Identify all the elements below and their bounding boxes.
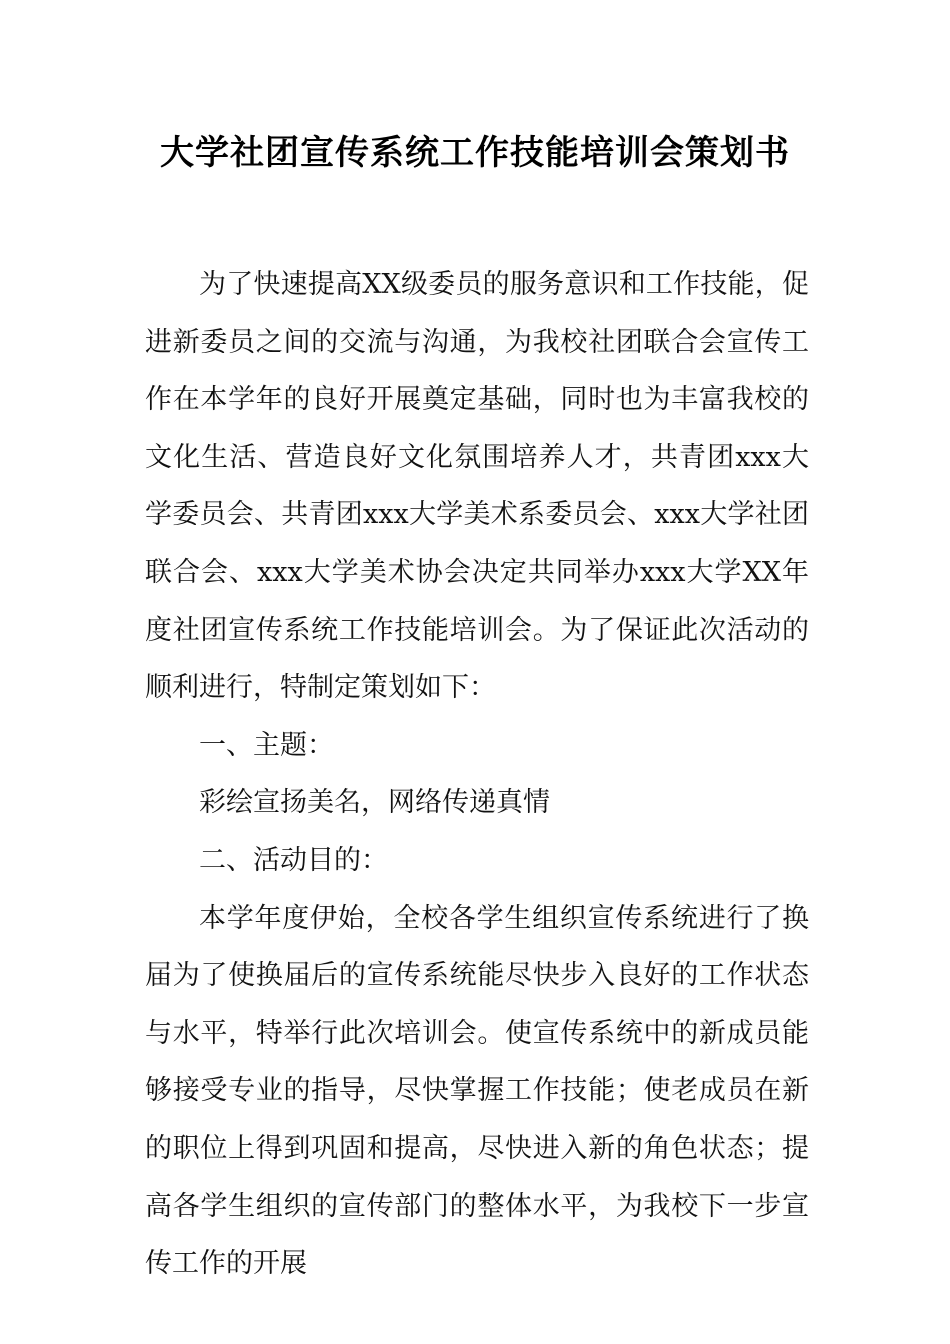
section-heading-purpose: 二、活动目的： [199, 844, 388, 876]
intro-paragraph: 为了快速提高XX级委员的服务意识和工作技能，促进新委员之间的交流与沟通，为我校社团联合会宣传工作在本学年的良好开展奠定基础，同时也为丰富我校的文化生活、营造良好文化氛围培养人才，共青团xxx大学委员会、共青团xxx大学美术系委员会、xxx大学社团联合会、xxx大学美术协会决定共同举办xxx大学XX年度社团宣传系统工作技能培训会。为了保证此次活动的顺利进行，特制定策划如下： [145, 269, 809, 704]
document-title: 大学社团宣传系统工作技能培训会策划书 [160, 133, 790, 173]
section-heading-theme: 一、主题： [199, 729, 334, 761]
document-body [145, 256, 809, 1293]
purpose-paragraph: 本学年度伊始，全校各学生组织宣传系统进行了换届为了使换届后的宣传系统能尽快步入良好的工作状态与水平，特举行此次培训会。使宣传系统中的新成员能够接受专业的指导，尽快掌握工作技能；使老成员在新的职位上得到巩固和提高，尽快进入新的角色状态；提高各学生组织的宣传部门的整体水平，为我校下一步宣传工作的开展 [145, 902, 809, 1280]
theme-text: 彩绘宣扬美名，网络传递真情 [199, 787, 550, 819]
